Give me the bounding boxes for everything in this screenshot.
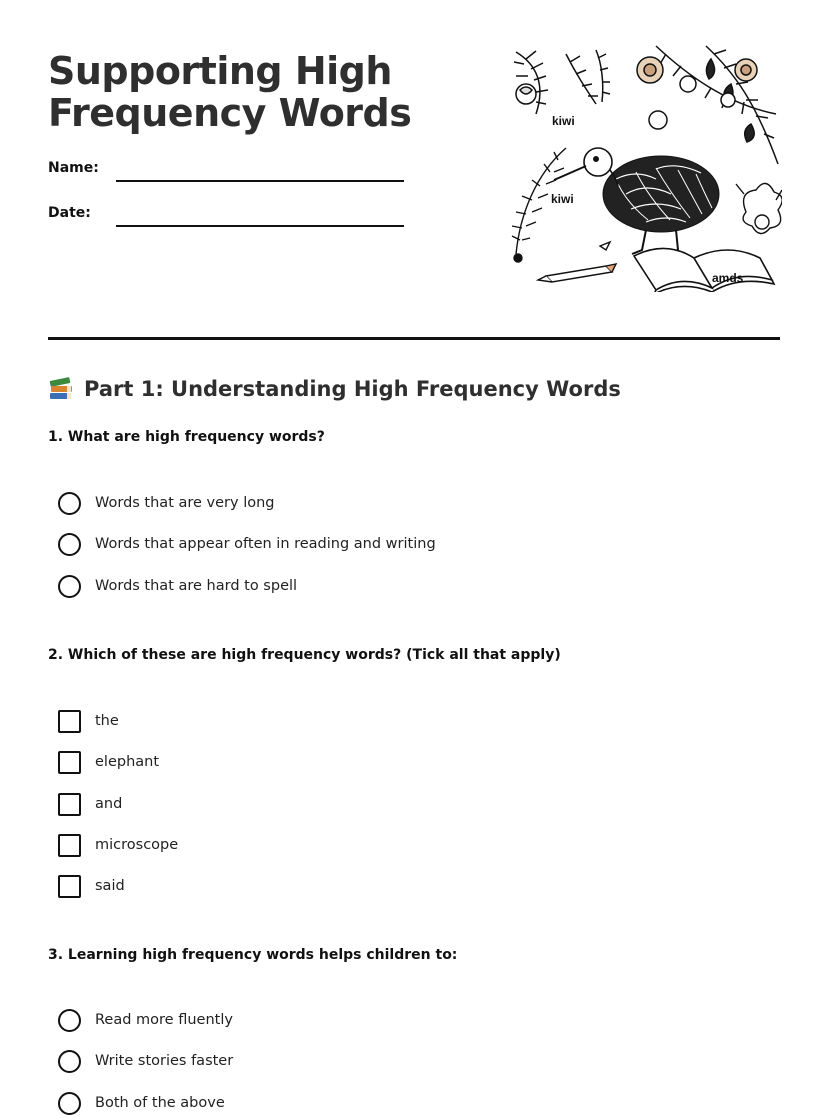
option-label: Read more fluently <box>95 1012 233 1028</box>
radio-button[interactable] <box>58 1050 81 1073</box>
illustration-label-kiwi-2: kiwi <box>551 192 574 206</box>
radio-button[interactable] <box>58 533 81 556</box>
question-2: 2. Which of these are high frequency words? (Tick all that apply) <box>48 647 561 663</box>
name-label: Name: <box>48 160 99 176</box>
option-label: and <box>95 796 123 812</box>
foliage-top-right <box>637 46 778 164</box>
option-label: said <box>95 878 125 894</box>
q2-option-5[interactable] <box>58 874 125 898</box>
q3-option-3[interactable] <box>58 1091 225 1115</box>
date-line[interactable] <box>116 225 404 227</box>
name-line[interactable] <box>116 180 404 182</box>
illustration-label-amds: amds <box>712 271 744 285</box>
q2-option-4[interactable] <box>58 833 178 857</box>
page-title: Supporting High Frequency Words <box>48 49 412 135</box>
option-label: Words that appear often in reading and writing <box>95 536 436 552</box>
q3-option-2[interactable] <box>58 1049 233 1073</box>
option-label: Write stories faster <box>95 1053 234 1069</box>
question-3: 3. Learning high frequency words helps children to: <box>48 947 458 963</box>
option-label: Words that are hard to spell <box>95 578 298 594</box>
question-1: 1. What are high frequency words? <box>48 429 325 445</box>
radio-button[interactable] <box>58 575 81 598</box>
kiwi-illustration <box>506 44 782 292</box>
part1-heading <box>48 374 621 404</box>
flower-right <box>736 183 782 233</box>
books-icon <box>48 376 74 402</box>
option-label: elephant <box>95 754 160 770</box>
option-label: Words that are very long <box>95 495 275 511</box>
section-divider <box>48 337 780 340</box>
open-book <box>634 248 774 292</box>
checkbox[interactable] <box>58 875 81 898</box>
illustration-label-kiwi-1: kiwi <box>552 114 575 128</box>
name-field[interactable] <box>48 160 408 184</box>
q1-option-2[interactable] <box>58 532 436 556</box>
radio-button[interactable] <box>58 1009 81 1032</box>
date-label: Date: <box>48 205 91 221</box>
radio-button[interactable] <box>58 1092 81 1115</box>
pencil <box>538 242 616 282</box>
q3-option-1[interactable] <box>58 1008 233 1032</box>
q2-option-3[interactable] <box>58 792 122 816</box>
q2-option-2[interactable] <box>58 750 159 774</box>
date-field[interactable] <box>48 205 408 229</box>
option-label: microscope <box>95 837 179 853</box>
q2-option-1[interactable] <box>58 709 119 733</box>
checkbox[interactable] <box>58 793 81 816</box>
foliage-top-left <box>514 50 610 114</box>
q1-option-3[interactable] <box>58 574 297 598</box>
q1-option-1[interactable] <box>58 491 275 515</box>
checkbox[interactable] <box>58 834 81 857</box>
radio-button[interactable] <box>58 492 81 515</box>
option-label: the <box>95 713 119 729</box>
option-label: Both of the above <box>95 1095 225 1111</box>
kiwi-bird <box>554 148 719 254</box>
checkbox[interactable] <box>58 710 81 733</box>
part1-heading-text: Part 1: Understanding High Frequency Words <box>84 377 621 401</box>
checkbox[interactable] <box>58 751 81 774</box>
